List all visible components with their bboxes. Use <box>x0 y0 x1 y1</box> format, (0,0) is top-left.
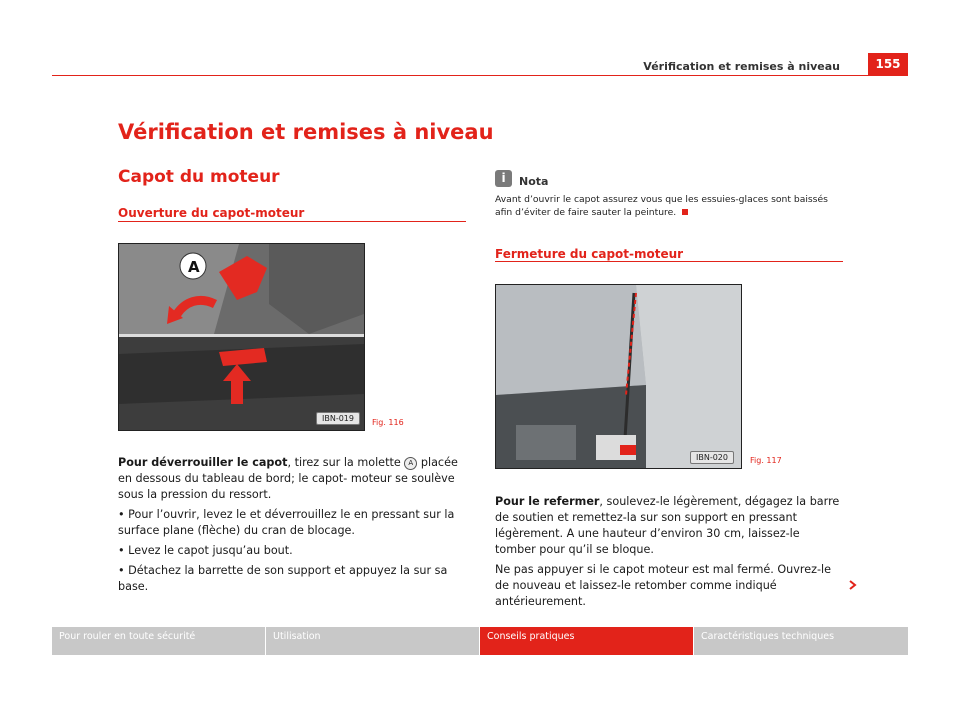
figure-label: IBN-020 <box>690 451 734 464</box>
info-icon: i <box>495 170 512 187</box>
lead-paragraph <box>118 455 468 503</box>
page-number: 155 <box>868 53 908 75</box>
header-rule <box>52 75 908 76</box>
bullet-item: • Détachez la barrette de son support et appuyez la sur sa base. <box>118 564 448 593</box>
note-title: Nota <box>519 175 549 188</box>
figure-label: IBN-019 <box>316 412 360 425</box>
hood-release-illustration <box>119 244 364 430</box>
hood-release-photo <box>118 243 365 431</box>
end-mark-icon <box>682 209 688 215</box>
paragraph: Ne pas appuyer si le capot moteur est mal fermé. Ouvrez-le de nouveau et laissez-le retomber comme indiqué antérieurement. <box>495 563 831 608</box>
continue-arrow-icon <box>848 575 858 594</box>
subheading-rule <box>495 261 843 262</box>
lead-bold: Pour déverrouiller le capot <box>118 456 288 469</box>
figure-marker-a: A <box>188 258 200 276</box>
figure-caption: Fig. 116 <box>372 418 404 427</box>
closing-instructions <box>495 494 840 614</box>
section-title: Capot du moteur <box>118 167 280 187</box>
opening-instructions <box>118 455 468 599</box>
bullet-item: • Pour l’ouvrir, levez le et déverrouillez le en pressant sur la surface plane (flèche) du cran de blocage. <box>118 508 455 537</box>
note-text: Avant d’ouvrir le capot assurez vous que les essuies-glaces sont baissés afin d’éviter de faire sauter la peinture. <box>495 194 828 218</box>
hood-strut-photo <box>495 284 742 469</box>
page-title: Vérification et remises à niveau <box>118 120 494 144</box>
footer-tab-safety[interactable]: Pour rouler en toute sécurité <box>52 627 265 655</box>
marker-a-icon: A <box>404 457 417 470</box>
bullet-item: • Levez le capot jusqu’au bout. <box>118 544 293 557</box>
hood-strut-illustration <box>496 285 741 468</box>
figure-caption: Fig. 117 <box>750 456 782 465</box>
subheading-closing: Fermeture du capot-moteur <box>495 247 684 261</box>
lead-text-2: placée en dessous du tableau de bord; le capot- moteur se soulève sous la pression du ressort. <box>118 456 458 501</box>
footer-tab-practical-tips[interactable]: Conseils pratiques <box>480 627 693 655</box>
lead-bold: Pour le refermer <box>495 495 600 508</box>
subheading-opening: Ouverture du capot-moteur <box>118 206 305 220</box>
footer-tab-usage[interactable]: Utilisation <box>266 627 479 655</box>
running-head: Vérification et remises à niveau <box>643 60 840 73</box>
lead-text: , soulevez-le légèrement, dégagez la barre de soutien et remettez-la sur son support en pressant légèrement. A une hauteur d’environ 30 cm, laissez-le tomber pour qu’il se bloque. <box>495 495 840 556</box>
lead-paragraph <box>495 494 840 558</box>
lead-text-1: , tirez sur la molette <box>287 456 401 469</box>
subheading-rule <box>118 221 466 222</box>
footer-tab-specifications[interactable]: Caractéristiques techniques <box>694 627 908 655</box>
